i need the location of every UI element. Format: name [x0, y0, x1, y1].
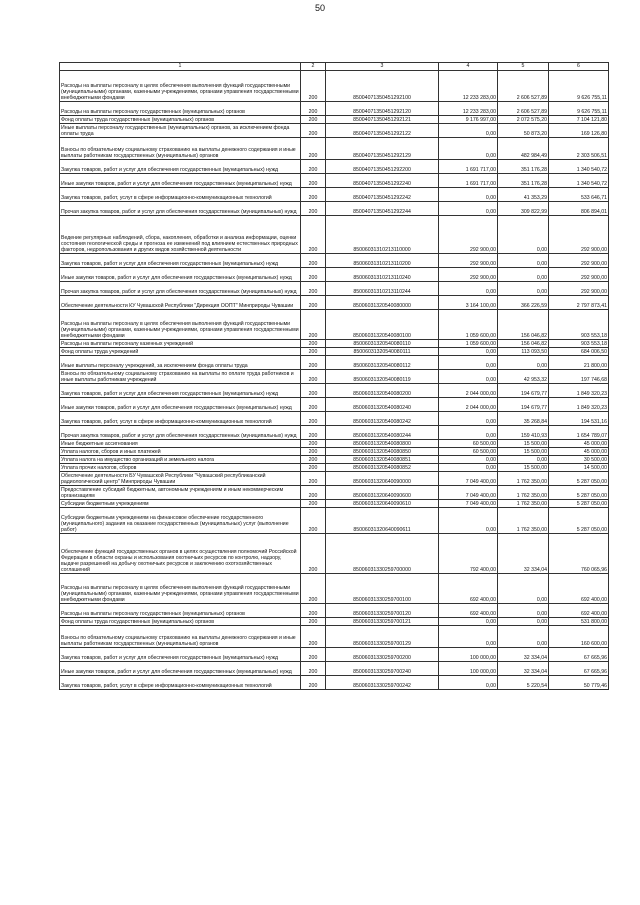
row-label: Расходы на выплаты персоналу государственных (муниципальных) органов — [60, 102, 301, 116]
row-cell: 85006031320540080800 — [326, 440, 439, 448]
table-row — [60, 268, 609, 282]
row-cell: 200 — [301, 448, 326, 456]
row-cell: 1 762 350,00 — [498, 472, 549, 486]
row-label: Субсидии бюджетным учреждениям на финансовое обеспечение государственного (муниципального) задания на оказание государственных (муниципальных) услуг (выполнение работ) — [60, 508, 301, 534]
row-cell: 85006031320640090610 — [326, 500, 439, 508]
row-cell: 2 606 527,89 — [498, 71, 549, 102]
row-cell: 0,00 — [439, 676, 498, 690]
row-cell: 0,00 — [439, 626, 498, 648]
row-cell: 100 000,00 — [439, 662, 498, 676]
row-cell: 5 220,54 — [498, 676, 549, 690]
row-cell: 0,00 — [439, 124, 498, 138]
table-row — [60, 340, 609, 348]
row-cell: 0,00 — [498, 282, 549, 296]
row-cell: 533 646,71 — [549, 188, 609, 202]
row-label: Закупка товаров, работ, услуг в сфере информационно-коммуникационных технологий — [60, 188, 301, 202]
row-cell: 200 — [301, 174, 326, 188]
row-cell: 5 287 050,00 — [549, 472, 609, 486]
row-cell: 200 — [301, 618, 326, 626]
row-cell: 85006031320540080200 — [326, 384, 439, 398]
row-cell: 2 072 575,20 — [498, 116, 549, 124]
row-label: Иные бюджетные ассигнования — [60, 440, 301, 448]
row-cell: 159 410,93 — [498, 426, 549, 440]
row-cell: 85006031320540080852 — [326, 464, 439, 472]
row-cell: 85006031330259700240 — [326, 662, 439, 676]
header-cell: 1 — [60, 63, 301, 71]
row-label: Расходы на выплаты персоналу в целях обеспечения выполнения функций государственными (муниципальными) органами, казенными учреждениями, органами управления государственными внебюджетными фондами — [60, 310, 301, 340]
row-cell: 1 059 600,00 — [439, 340, 498, 348]
row-cell: 85006031320640090000 — [326, 472, 439, 486]
row-cell: 792 400,00 — [439, 534, 498, 574]
row-cell: 60 500,00 — [439, 440, 498, 448]
row-cell: 5 287 050,00 — [549, 500, 609, 508]
row-cell: 200 — [301, 384, 326, 398]
row-cell: 200 — [301, 648, 326, 662]
row-cell: 7 049 400,00 — [439, 486, 498, 500]
table-row — [60, 216, 609, 254]
row-cell: 200 — [301, 370, 326, 384]
row-cell: 85006031320540080240 — [326, 398, 439, 412]
row-cell: 200 — [301, 534, 326, 574]
row-label: Уплата налога на имущество организаций и земельного налога — [60, 456, 301, 464]
row-cell: 32 334,04 — [498, 662, 549, 676]
row-cell: 67 665,96 — [549, 648, 609, 662]
row-cell: 194 679,77 — [498, 384, 549, 398]
table-row — [60, 626, 609, 648]
budget-table — [59, 62, 609, 690]
row-cell: 200 — [301, 472, 326, 486]
row-cell: 200 — [301, 254, 326, 268]
row-cell: 197 746,68 — [549, 370, 609, 384]
row-cell: 1 340 540,72 — [549, 160, 609, 174]
row-label: Ведение регулярных наблюдений, сбора, накопления, обработки и анализа информации, оценки состояния геологической среды и прогноза ее изменений под влиянием естественных природных факторов, недропользования и других видов хозяйственной деятельности — [60, 216, 301, 254]
table-row — [60, 384, 609, 398]
row-cell: 200 — [301, 348, 326, 356]
table-row — [60, 486, 609, 500]
row-cell: 200 — [301, 282, 326, 296]
row-cell: 0,00 — [498, 604, 549, 618]
row-cell: 0,00 — [439, 370, 498, 384]
row-label: Взносы по обязательному социальному страхованию на выплаты денежного содержания и иные выплаты работникам государственных (муниципальных) органов — [60, 138, 301, 160]
table-row — [60, 138, 609, 160]
row-cell: 200 — [301, 310, 326, 340]
row-cell: 1 762 350,00 — [498, 500, 549, 508]
row-cell: 0,00 — [439, 464, 498, 472]
row-cell: 156 046,82 — [498, 310, 549, 340]
row-cell: 85004071350451292244 — [326, 202, 439, 216]
row-cell: 0,00 — [439, 356, 498, 370]
row-cell: 200 — [301, 398, 326, 412]
row-cell: 41 353,29 — [498, 188, 549, 202]
row-cell: 85004071350451292120 — [326, 102, 439, 116]
table-row — [60, 370, 609, 384]
header-cell: 6 — [549, 63, 609, 71]
row-cell: 200 — [301, 508, 326, 534]
row-cell: 0,00 — [439, 618, 498, 626]
table-row — [60, 116, 609, 124]
row-cell: 2 797 873,41 — [549, 296, 609, 310]
row-cell: 42 953,32 — [498, 370, 549, 384]
row-cell: 14 500,00 — [549, 464, 609, 472]
row-label: Закупка товаров, работ и услуг для обеспечения государственных (муниципальных) нужд — [60, 648, 301, 662]
row-cell: 85006031310213110200 — [326, 254, 439, 268]
row-label: Иные выплаты персоналу учреждений, за исключением фонда оплаты труда — [60, 356, 301, 370]
row-label: Предоставление субсидий бюджетным, автономным учреждениям и иным некоммерческим организациям — [60, 486, 301, 500]
row-cell: 1 762 350,00 — [498, 486, 549, 500]
table-row — [60, 296, 609, 310]
row-cell: 200 — [301, 356, 326, 370]
row-cell: 200 — [301, 662, 326, 676]
row-cell: 1 762 350,00 — [498, 508, 549, 534]
table-row — [60, 71, 609, 102]
header-cell: 3 — [326, 63, 439, 71]
header-cell: 4 — [439, 63, 498, 71]
row-label: Уплата налогов, сборов и иных платежей — [60, 448, 301, 456]
row-cell: 15 500,00 — [498, 448, 549, 456]
row-cell: 200 — [301, 160, 326, 174]
row-label: Взносы по обязательному социальному страхованию на выплаты денежного содержания и иные выплаты работникам государственных (муниципальных) органов — [60, 626, 301, 648]
row-cell: 200 — [301, 116, 326, 124]
row-cell: 194 531,16 — [549, 412, 609, 426]
row-label: Расходы на выплаты персоналу в целях обеспечения выполнения функций государственными (муниципальными) органами, казенными учреждениями, органами управления государственными внебюджетными фондами — [60, 71, 301, 102]
table-row — [60, 412, 609, 426]
row-label: Закупка товаров, работ и услуг для обеспечения государственных (муниципальных) нужд — [60, 254, 301, 268]
row-cell: 30 500,00 — [549, 456, 609, 464]
header-cell: 5 — [498, 63, 549, 71]
row-cell: 200 — [301, 676, 326, 690]
row-cell: 1 340 540,72 — [549, 174, 609, 188]
row-cell: 0,00 — [498, 254, 549, 268]
row-cell: 50 873,20 — [498, 124, 549, 138]
row-cell: 292 900,00 — [439, 268, 498, 282]
row-cell: 113 093,50 — [498, 348, 549, 356]
row-cell: 32 334,04 — [498, 534, 549, 574]
row-cell: 15 500,00 — [498, 440, 549, 448]
row-label: Прочая закупка товаров, работ и услуг для обеспечения государственных (муниципальных) нужд — [60, 282, 301, 296]
table-row — [60, 676, 609, 690]
row-cell: 85004071350451292129 — [326, 138, 439, 160]
row-cell: 200 — [301, 440, 326, 448]
row-cell: 85006031310213110244 — [326, 282, 439, 296]
table-row — [60, 456, 609, 464]
row-cell: 32 334,04 — [498, 648, 549, 662]
row-label: Расходы на выплаты персоналу казенных учреждений — [60, 340, 301, 348]
row-label: Уплата прочих налогов, сборов — [60, 464, 301, 472]
row-label: Фонд оплаты труда учреждений — [60, 348, 301, 356]
row-cell: 169 126,80 — [549, 124, 609, 138]
row-cell: 85006031320540080851 — [326, 456, 439, 464]
row-cell: 200 — [301, 574, 326, 604]
row-cell: 200 — [301, 71, 326, 102]
row-cell: 45 000,00 — [549, 440, 609, 448]
row-cell: 200 — [301, 268, 326, 282]
row-cell: 200 — [301, 426, 326, 440]
row-cell: 292 900,00 — [549, 282, 609, 296]
table-row — [60, 348, 609, 356]
row-cell: 85004071350451292200 — [326, 160, 439, 174]
row-cell: 12 233 283,00 — [439, 102, 498, 116]
row-cell: 200 — [301, 604, 326, 618]
row-cell: 692 400,00 — [439, 604, 498, 618]
row-label: Фонд оплаты труда государственных (муниципальных) органов — [60, 116, 301, 124]
row-cell: 2 044 000,00 — [439, 398, 498, 412]
row-cell: 0,00 — [498, 574, 549, 604]
row-cell: 200 — [301, 486, 326, 500]
row-cell: 85006031330259700200 — [326, 648, 439, 662]
row-cell: 85006031330259700000 — [326, 534, 439, 574]
row-cell: 85006031330259700121 — [326, 618, 439, 626]
row-label: Субсидии бюджетным учреждениям — [60, 500, 301, 508]
row-cell: 351 176,28 — [498, 174, 549, 188]
row-label: Прочая закупка товаров, работ и услуг для обеспечения государственных (муниципальных) нужд — [60, 202, 301, 216]
table-row — [60, 310, 609, 340]
row-cell: 7 049 400,00 — [439, 472, 498, 486]
row-cell: 200 — [301, 412, 326, 426]
table-header-row — [60, 63, 609, 71]
row-cell: 0,00 — [498, 268, 549, 282]
row-cell: 692 400,00 — [549, 604, 609, 618]
row-cell: 85006031320540080000 — [326, 296, 439, 310]
row-label: Обеспечение деятельности КУ Чувашской Республики "Дирекция ООПТ" Минприроды Чувашии — [60, 296, 301, 310]
row-label: Взносы по обязательному социальному страхованию на выплаты по оплате труда работников и иные выплаты работникам учреждений — [60, 370, 301, 384]
row-cell: 200 — [301, 296, 326, 310]
row-label: Фонд оплаты труда государственных (муниципальных) органов — [60, 618, 301, 626]
row-label: Иные закупки товаров, работ и услуг для обеспечения государственных (муниципальных) нужд — [60, 268, 301, 282]
row-label: Иные выплаты персоналу государственных (муниципальных) органов, за исключением фонда оплаты труда — [60, 124, 301, 138]
row-cell: 292 900,00 — [549, 254, 609, 268]
row-cell: 1 849 320,23 — [549, 384, 609, 398]
table-row — [60, 648, 609, 662]
row-cell: 200 — [301, 626, 326, 648]
row-cell: 200 — [301, 464, 326, 472]
row-cell: 2 303 506,51 — [549, 138, 609, 160]
table-row — [60, 174, 609, 188]
row-cell: 15 500,00 — [498, 464, 549, 472]
table-row — [60, 472, 609, 486]
row-cell: 21 800,00 — [549, 356, 609, 370]
row-cell: 903 553,18 — [549, 340, 609, 348]
row-cell: 85006031320540080111 — [326, 348, 439, 356]
row-cell: 85006031320640090600 — [326, 486, 439, 500]
row-cell: 194 679,77 — [498, 398, 549, 412]
row-cell: 0,00 — [439, 508, 498, 534]
page-number: 50 — [314, 3, 325, 13]
row-cell: 1 849 320,23 — [549, 398, 609, 412]
row-cell: 156 046,82 — [498, 340, 549, 348]
row-cell: 200 — [301, 216, 326, 254]
row-cell: 85006031330259700100 — [326, 574, 439, 604]
row-cell: 200 — [301, 102, 326, 116]
row-cell: 60 500,00 — [439, 448, 498, 456]
row-cell: 0,00 — [439, 188, 498, 202]
table-row — [60, 662, 609, 676]
row-cell: 85006031320540080100 — [326, 310, 439, 340]
row-cell: 1 691 717,00 — [439, 160, 498, 174]
row-cell: 200 — [301, 124, 326, 138]
table-row — [60, 160, 609, 174]
row-cell: 2 606 527,89 — [498, 102, 549, 116]
row-cell: 200 — [301, 500, 326, 508]
row-cell: 35 268,84 — [498, 412, 549, 426]
header-cell: 2 — [301, 63, 326, 71]
row-cell: 85006031330259700120 — [326, 604, 439, 618]
row-cell: 292 900,00 — [439, 254, 498, 268]
row-cell: 1 654 789,07 — [549, 426, 609, 440]
row-cell: 292 900,00 — [439, 216, 498, 254]
table-row — [60, 604, 609, 618]
table-row — [60, 508, 609, 534]
table-row — [60, 202, 609, 216]
row-label: Закупка товаров, работ и услуг для обеспечения государственных (муниципальных) нужд — [60, 160, 301, 174]
row-cell: 0,00 — [439, 138, 498, 160]
row-cell: 12 233 283,00 — [439, 71, 498, 102]
row-label: Прочая закупка товаров, работ и услуг для обеспечения государственных (муниципальных) нужд — [60, 426, 301, 440]
table-row — [60, 500, 609, 508]
row-cell: 85006031320540080119 — [326, 370, 439, 384]
table-row — [60, 254, 609, 268]
row-cell: 200 — [301, 188, 326, 202]
table-row — [60, 464, 609, 472]
row-cell: 85004071350451292240 — [326, 174, 439, 188]
table-row — [60, 188, 609, 202]
row-cell: 692 400,00 — [549, 574, 609, 604]
row-cell: 85006031320540080244 — [326, 426, 439, 440]
row-cell: 85006031330259700242 — [326, 676, 439, 690]
row-cell: 160 600,00 — [549, 626, 609, 648]
row-cell: 85006031320540080110 — [326, 340, 439, 348]
table-row — [60, 440, 609, 448]
row-cell: 5 287 050,00 — [549, 508, 609, 534]
row-cell: 0,00 — [498, 618, 549, 626]
row-label: Расходы на выплаты персоналу государственных (муниципальных) органов — [60, 604, 301, 618]
row-cell: 85006031310213110000 — [326, 216, 439, 254]
row-cell: 0,00 — [498, 216, 549, 254]
row-cell: 292 900,00 — [549, 268, 609, 282]
row-cell: 351 176,28 — [498, 160, 549, 174]
row-cell: 531 800,00 — [549, 618, 609, 626]
row-cell: 760 065,96 — [549, 534, 609, 574]
row-label: Обеспечение деятельности БУ Чувашской Республики "Чувашский республиканский радиологический центр" Минприроды Чувашии — [60, 472, 301, 486]
row-cell: 85004071350451292121 — [326, 116, 439, 124]
row-cell: 85006031320540080850 — [326, 448, 439, 456]
row-cell: 0,00 — [498, 626, 549, 648]
row-cell: 7 049 400,00 — [439, 500, 498, 508]
row-label: Расходы на выплаты персоналу в целях обеспечения выполнения функций государственными (муниципальными) органами, казенными учреждениями, органами управления государственными внебюджетными фондами — [60, 574, 301, 604]
row-cell: 5 287 050,00 — [549, 486, 609, 500]
row-cell: 85006031320640090611 — [326, 508, 439, 534]
row-cell: 100 000,00 — [439, 648, 498, 662]
table-body — [60, 71, 609, 690]
row-cell: 903 553,18 — [549, 310, 609, 340]
row-cell: 692 400,00 — [439, 574, 498, 604]
table-row — [60, 282, 609, 296]
row-cell: 85006031310213110240 — [326, 268, 439, 282]
table-row — [60, 618, 609, 626]
row-label: Обеспечение функций государственных органов в целях осуществления полномочий Российской Федерации в области охраны и использования охотничьих ресурсов по контролю, надзору, выдаче разрешений на добычу охотничьих ресурсов и заключению охотхозяйственных соглашений — [60, 534, 301, 574]
row-cell: 85004071350451292100 — [326, 71, 439, 102]
row-cell: 85004071350451292122 — [326, 124, 439, 138]
row-cell: 366 226,59 — [498, 296, 549, 310]
table-row — [60, 356, 609, 370]
row-cell: 482 984,49 — [498, 138, 549, 160]
row-cell: 200 — [301, 340, 326, 348]
table-row — [60, 398, 609, 412]
row-cell: 0,00 — [439, 412, 498, 426]
table-row — [60, 448, 609, 456]
row-cell: 684 006,50 — [549, 348, 609, 356]
table-row — [60, 102, 609, 116]
row-label: Закупка товаров, работ, услуг в сфере информационно-коммуникационных технологий — [60, 676, 301, 690]
table-row — [60, 534, 609, 574]
row-cell: 200 — [301, 138, 326, 160]
row-cell: 0,00 — [439, 348, 498, 356]
row-cell: 0,00 — [439, 456, 498, 464]
row-label: Иные закупки товаров, работ и услуг для обеспечения государственных (муниципальных) нужд — [60, 174, 301, 188]
row-cell: 0,00 — [439, 282, 498, 296]
row-label: Иные закупки товаров, работ и услуг для обеспечения государственных (муниципальных) нужд — [60, 662, 301, 676]
table-row — [60, 574, 609, 604]
row-label: Закупка товаров, работ и услуг для обеспечения государственных (муниципальных) нужд — [60, 384, 301, 398]
row-cell: 9 626 755,11 — [549, 71, 609, 102]
row-cell: 0,00 — [439, 202, 498, 216]
row-cell: 200 — [301, 202, 326, 216]
row-cell: 2 044 000,00 — [439, 384, 498, 398]
row-cell: 200 — [301, 456, 326, 464]
row-cell: 1 691 717,00 — [439, 174, 498, 188]
row-cell: 85006031320540080242 — [326, 412, 439, 426]
row-cell: 9 626 755,11 — [549, 102, 609, 116]
row-cell: 0,00 — [498, 456, 549, 464]
row-label: Иные закупки товаров, работ и услуг для обеспечения государственных (муниципальных) нужд — [60, 398, 301, 412]
row-cell: 7 104 121,80 — [549, 116, 609, 124]
row-cell: 9 176 997,00 — [439, 116, 498, 124]
row-cell: 309 822,99 — [498, 202, 549, 216]
row-cell: 85006031320540080112 — [326, 356, 439, 370]
row-cell: 85006031330259700129 — [326, 626, 439, 648]
row-cell: 1 059 600,00 — [439, 310, 498, 340]
table-row — [60, 426, 609, 440]
row-cell: 0,00 — [498, 356, 549, 370]
row-cell: 45 000,00 — [549, 448, 609, 456]
row-label: Закупка товаров, работ, услуг в сфере информационно-коммуникационных технологий — [60, 412, 301, 426]
row-cell: 67 665,96 — [549, 662, 609, 676]
row-cell: 3 164 100,00 — [439, 296, 498, 310]
table-row — [60, 124, 609, 138]
row-cell: 806 894,01 — [549, 202, 609, 216]
row-cell: 85004071350451292242 — [326, 188, 439, 202]
row-cell: 50 779,46 — [549, 676, 609, 690]
row-cell: 292 900,00 — [549, 216, 609, 254]
row-cell: 0,00 — [439, 426, 498, 440]
